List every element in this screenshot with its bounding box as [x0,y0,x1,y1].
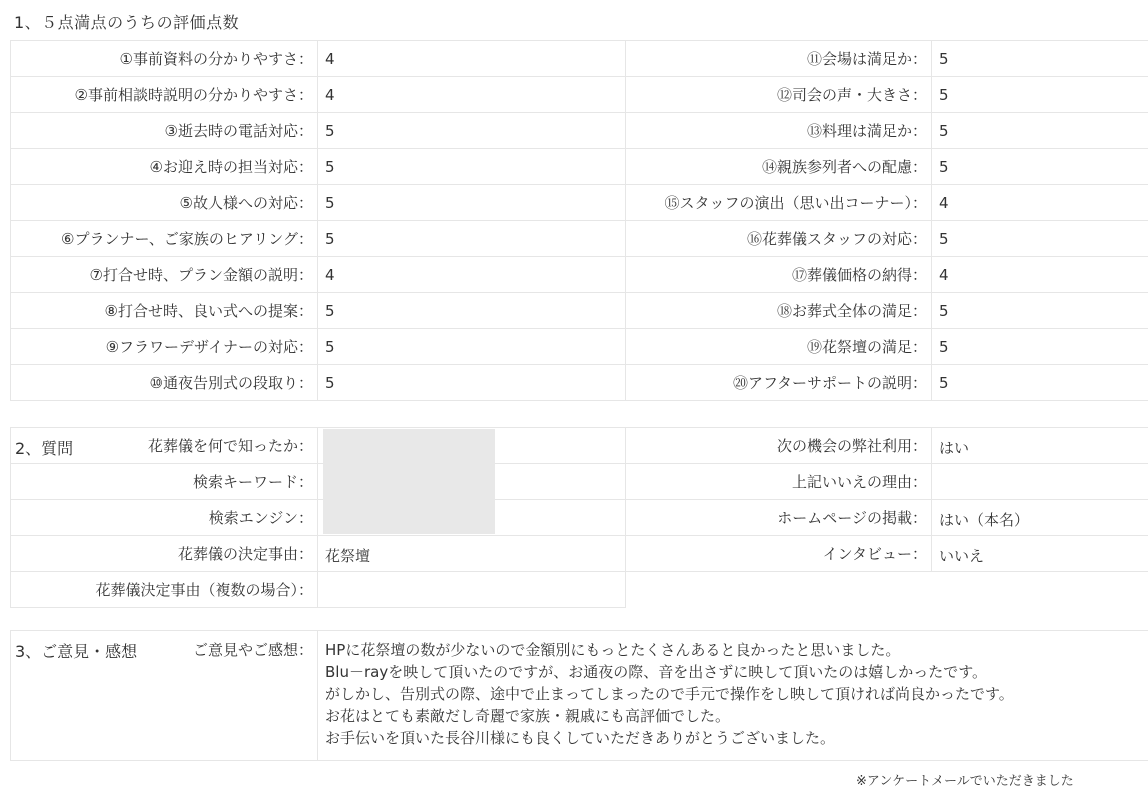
question-row [11,500,1148,536]
rating-row [11,221,1148,257]
question-value [318,572,626,608]
rating-value: 5 [932,113,1148,149]
rating-row [11,41,1148,77]
rating-label: ⑪会場は満足か： [626,41,932,77]
rating-value: 5 [932,77,1148,113]
rating-value: 4 [318,77,626,113]
question-label: インタビュー： [626,536,932,572]
rating-value: 5 [318,365,626,401]
rating-value: 5 [932,221,1148,257]
question-value: 花祭壇 [318,536,626,572]
comment-label-cell [11,631,318,761]
comment-line: お手伝いを頂いた長谷川様にも良くしていただきありがとうございました。 [325,729,836,747]
rating-row [11,149,1148,185]
rating-value: 5 [932,293,1148,329]
rating-label: ⑱お葬式全体の満足： [626,293,932,329]
question-table [10,427,1148,608]
rating-value: 4 [318,41,626,77]
rating-table [10,40,1148,401]
question-row [11,464,1148,500]
rating-label: ①事前資料の分かりやすさ： [11,41,318,77]
rating-label: ⑯花葬儀スタッフの対応： [626,221,932,257]
rating-label: ⑩通夜告別式の段取り： [11,365,318,401]
section3-title: 3、ご意見・感想 [15,642,138,661]
question-label [11,572,318,608]
question-label: 上記いいえの理由： [626,464,932,500]
rating-label: ②事前相談時説明の分かりやすさ： [11,77,318,113]
rating-label: ⑬料理は満足か： [626,113,932,149]
question-label-text: 花葬儀の決定事由： [177,545,313,563]
question-label [11,536,318,572]
rating-value: 5 [318,185,626,221]
rating-label: ⑧打合せ時、良い式への提案： [11,293,318,329]
question-value: いいえ [932,536,1148,572]
rating-row [11,257,1148,293]
rating-row [11,77,1148,113]
empty-cell [932,572,1148,608]
rating-row [11,329,1148,365]
section2-title: 2、質問 [15,439,74,458]
rating-value: 5 [318,221,626,257]
comment-line: Blu－rayを映して頂いたのですが、お通夜の際、音を出さずに映して頂いたのは嬉しかったです。 [325,663,988,681]
rating-label: ⑥プランナー、ご家族のヒアリング： [11,221,318,257]
rating-row [11,365,1148,401]
rating-value: 5 [318,329,626,365]
rating-row [11,185,1148,221]
question-label: ホームページの掲載： [626,500,932,536]
rating-value: 5 [932,365,1148,401]
comment-line: HPに花祭壇の数が少ないので金額別にもっとたくさんあると良かったと思いました。 [325,641,901,659]
empty-cell [626,572,932,608]
rating-label: ⑭親族参列者への配慮： [626,149,932,185]
rating-value: 4 [932,257,1148,293]
rating-label: ⑦打合せ時、プラン金額の説明： [11,257,318,293]
rating-label: ⑰葬儀価格の納得： [626,257,932,293]
question-label [11,500,318,536]
question-row [11,428,1148,464]
rating-label: ⑮スタッフの演出（思い出コーナー）： [626,185,932,221]
question-label-text: 花葬儀を何で知ったか： [147,437,313,455]
section1-title: 1、５点満点のうちの評価点数 [14,13,240,32]
rating-value: 4 [318,257,626,293]
question-label-text: 検索キーワード： [192,473,313,491]
question-value [932,464,1148,500]
rating-label: ④お迎え時の担当対応： [11,149,318,185]
rating-label: ⑫司会の声・大きさ： [626,77,932,113]
question-label [11,428,318,464]
rating-label: ③逝去時の電話対応： [11,113,318,149]
question-label-text: 検索エンジン： [208,509,313,527]
rating-label: ⑳アフターサポートの説明： [626,365,932,401]
redacted-box [323,429,495,534]
question-row [11,536,1148,572]
question-label-text: 花葬儀決定事由（複数の場合）： [95,581,313,599]
rating-label: ⑲花祭壇の満足： [626,329,932,365]
rating-value: 5 [932,329,1148,365]
rating-label: ⑤故人様への対応： [11,185,318,221]
rating-value: 4 [932,185,1148,221]
comment-label: ご意見やご感想： [192,641,313,659]
rating-row [11,293,1148,329]
rating-row [11,113,1148,149]
comment-line: がしかし、告別式の際、途中で止まってしまったので手元で操作をし映して頂ければ尚良かったです。 [325,685,1014,703]
rating-value: 5 [318,113,626,149]
question-label [11,464,318,500]
rating-value: 5 [318,149,626,185]
question-label: 次の機会の弊社利用： [626,428,932,464]
question-value: はい [932,428,1148,464]
rating-value: 5 [932,41,1148,77]
comment-table [10,630,1148,761]
question-row [11,572,1148,608]
rating-label: ⑨フラワーデザイナーの対応： [11,329,318,365]
rating-value: 5 [318,293,626,329]
footnote: ※アンケートメールでいただきました [856,774,1074,789]
rating-value: 5 [932,149,1148,185]
question-value: はい（本名） [932,500,1148,536]
comment-text [318,631,1148,761]
comment-line: お花はとても素敵だし奇麗で家族・親戚にも高評価でした。 [325,707,731,725]
